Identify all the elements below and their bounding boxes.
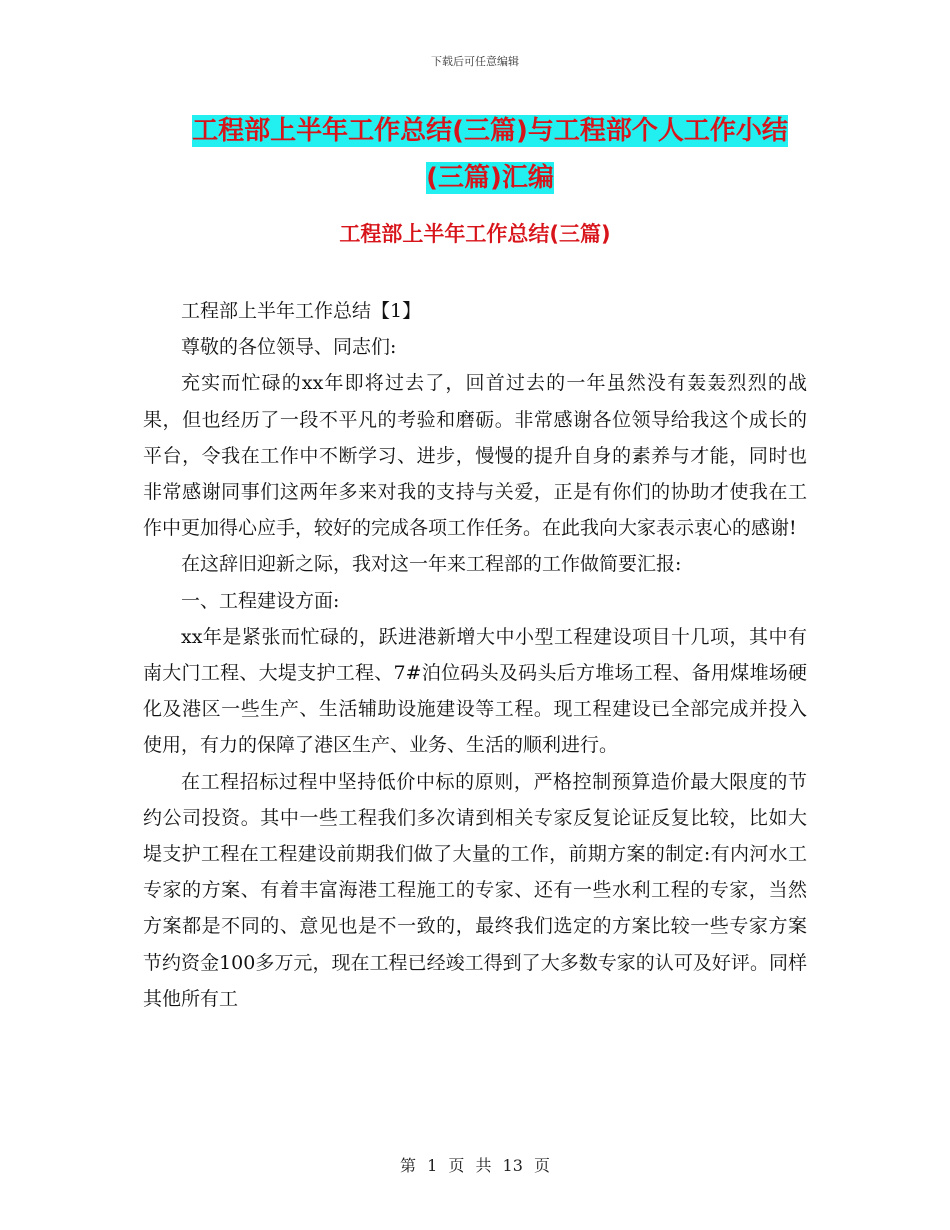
paragraph: 在这辞旧迎新之际，我对这一年来工程部的工作做简要汇报:: [181, 553, 682, 576]
paragraph-heading: 一、工程建设方面:: [181, 589, 340, 612]
document-title: [140, 108, 840, 202]
paragraph: xx年是紧张而忙碌的，跃进港新增大中小型工程建设项目十几项，其中有南大门工程、大堤支护工程、7#泊位码头及码头后方堆场工程、备用煤堆场硬化及港区一些生产、生活辅助设施建设等工程。现工程建设已全部完成并投入使用，有力的保障了港区生产、业务、生活的顺利进行。: [143, 625, 807, 757]
title-line-2: (三篇)汇编: [426, 163, 554, 193]
paragraph-salutation: 尊敬的各位领导、同志们:: [181, 336, 397, 359]
paragraph: 充实而忙碌的xx年即将过去了，回首过去的一年虽然没有轰轰烈烈的战果，但也经历了一段不平凡的考验和磨砺。非常感谢各位领导给我这个成长的平台，令我在工作中不断学习、进步，慢慢的提升自身的素养与才能，同时也非常感谢同事们这两年多来对我的支持与关爱，正是有你们的协助才使我在工作中更加得心应手，较好的完成各项工作任务。在此我向大家表示衷心的感谢!: [143, 372, 807, 540]
page-indicator: 第 1 页 共 13 页: [400, 1156, 550, 1175]
paragraph-subheading: 工程部上半年工作总结【1】: [181, 300, 422, 322]
header-note: 下载后可任意编辑: [431, 55, 519, 68]
paragraph: 在工程招标过程中坚持低价中标的原则，严格控制预算造价最大限度的节约公司投资。其中一些工程我们多次请到相关专家反复论证反复比较，比如大堤支护工程在工程建设前期我们做了大量的工作，前期方案的制定:有内河水工专家的方案、有着丰富海港工程施工的专家、还有一些水利工程的专家，当然方案都是不同的、意见也是不一致的，最终我们选定的方案比较一些专家方案节约资金100多万元，现在工程已经竣工得到了大多数专家的认可及好评。同样其他所有工: [143, 770, 807, 1010]
document-body: [143, 293, 807, 1017]
title-line-1: 工程部上半年工作总结(三篇)与工程部个人工作小结: [192, 116, 788, 146]
section-title: 工程部上半年工作总结(三篇): [339, 222, 611, 246]
